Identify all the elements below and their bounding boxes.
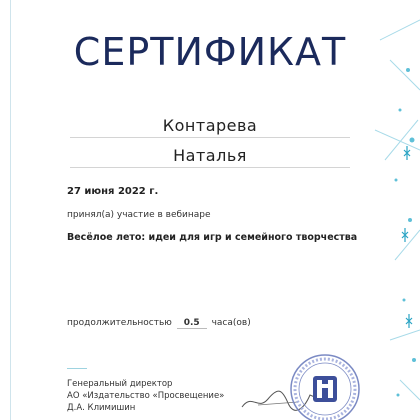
duration-label: продолжительностью [67,318,172,328]
recipient-first-name: Наталья [173,146,247,165]
participation-text: принял(а) участие в вебинаре [67,210,211,220]
signatory-block [67,378,224,414]
duration-unit: часа(ов) [211,318,251,328]
signatory-position: Генеральный директор [67,379,173,389]
signatory-name: Д.А. Климишин [67,403,136,413]
name-underline [70,137,350,138]
duration-line [67,318,251,329]
certificate-title: СЕРТИФИКАТ [73,30,347,74]
recipient-last-name: Контарева [162,116,258,135]
signature-accent-line [67,368,87,369]
publisher-seal-icon [288,352,362,420]
duration-value: 0.5 [177,318,207,329]
webinar-title: Весёлое лето: идеи для игр и семейного творчества [67,232,358,243]
event-date: 27 июня 2022 г. [67,186,159,197]
name-underline [70,167,350,168]
signatory-organization: АО «Издательство «Просвещение» [67,391,225,401]
